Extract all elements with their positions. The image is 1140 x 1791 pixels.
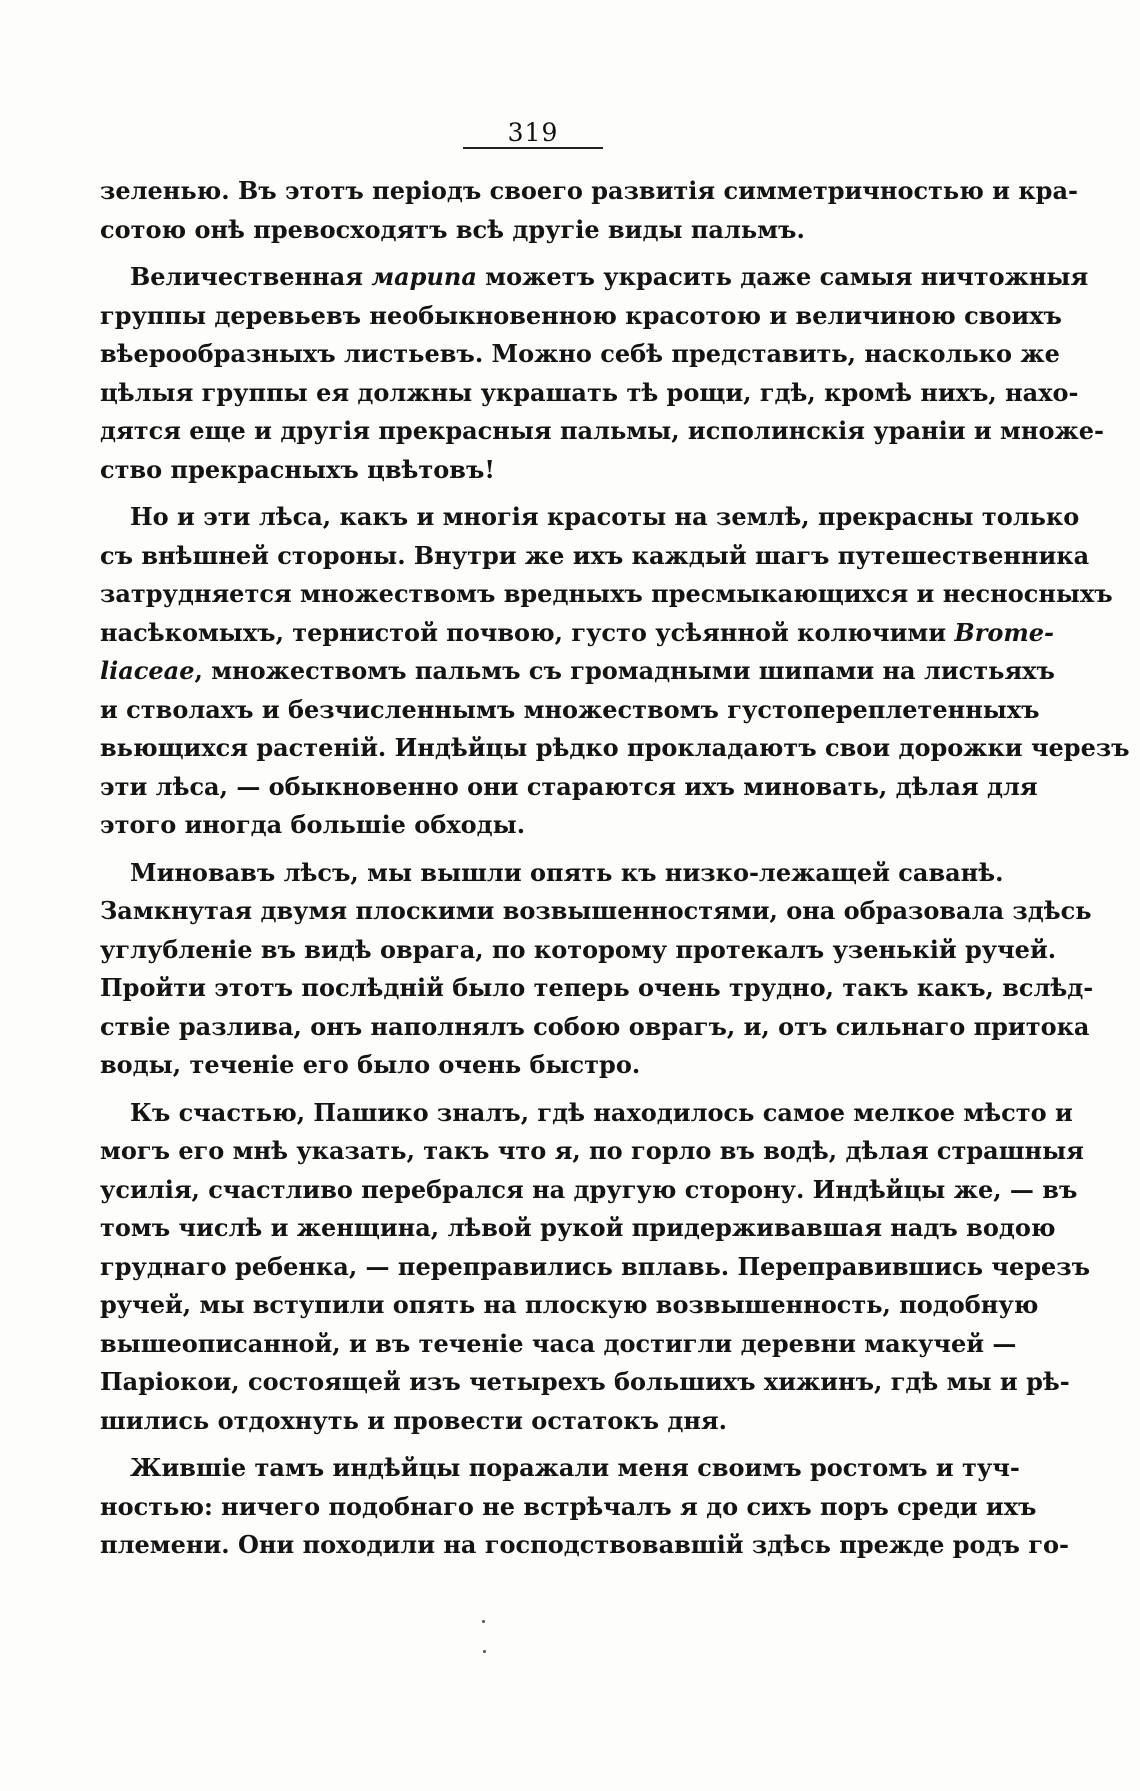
paragraph bbox=[100, 1449, 1069, 1565]
text-line: затрудняется множествомъ вредныхъ пресмыкающихся и несносныхъ bbox=[100, 579, 1113, 608]
body-text bbox=[100, 172, 1130, 1574]
paragraph bbox=[100, 258, 1104, 489]
text-line: дятся еще и другія прекрасныя пальмы, исполинскія ураніи и множе- bbox=[100, 416, 1104, 445]
text-line: зеленью. Въ этотъ періодъ своего развитія симметричностью и кра- bbox=[100, 176, 1078, 205]
line-segment: Величественная bbox=[130, 262, 372, 291]
text-line: вьющихся растеній. Индѣйцы рѣдко прокладаютъ свои дорожки черезъ bbox=[100, 733, 1130, 762]
text-line: сотою онѣ превосходятъ всѣ другіе виды пальмъ. bbox=[100, 214, 805, 244]
text-line: Но и эти лѣса, какъ и многія красоты на землѣ, прекрасны только bbox=[130, 502, 1080, 531]
text-line: группы деревьевъ необыкновенною красотою и величиною своихъ bbox=[100, 300, 1062, 330]
page-number: 319 bbox=[507, 118, 559, 147]
text-line: ство прекрасныхъ цвѣтовъ! bbox=[100, 454, 495, 484]
italic-term: марипа bbox=[371, 262, 477, 291]
paragraph bbox=[100, 172, 1078, 249]
text-line: Пройти этотъ послѣдній было теперь очень трудно, такъ какъ, вслѣд- bbox=[100, 973, 1094, 1002]
text-line: груднаго ребенка, — переправились вплавь. Переправившись черезъ bbox=[100, 1251, 1091, 1281]
speck bbox=[483, 1650, 486, 1653]
text-line: ручей, мы вступили опять на плоскую возвышенность, подобную bbox=[100, 1290, 1039, 1319]
italic-term: Brome- bbox=[954, 617, 1054, 647]
text-line: Къ счастью, Пашико зналъ, гдѣ находилось самое мелкое мѣсто и bbox=[130, 1097, 1073, 1127]
text-line: цѣлыя группы ея должны украшать тѣ рощи, гдѣ, кромѣ нихъ, нахо- bbox=[100, 377, 1079, 407]
text-line: усилія, счастливо перебрался на другую сторону. Индѣйцы же, — въ bbox=[100, 1174, 1078, 1204]
text-line: и стволахъ и безчисленнымъ множествомъ густопереплетенныхъ bbox=[100, 694, 1040, 724]
text-line: Жившіе тамъ индѣйцы поражали меня своимъ ростомъ и туч- bbox=[130, 1453, 1020, 1482]
paragraph bbox=[100, 1094, 1091, 1441]
text-line: племени. Они походили на господствовавшій здѣсь прежде родъ го- bbox=[100, 1530, 1069, 1559]
line-segment: насѣкомыхъ, тернистой почвою, густо усѣянной колючими bbox=[100, 617, 955, 647]
text-line bbox=[100, 652, 1055, 691]
text-line: воды, теченіе его было очень быстро. bbox=[100, 1050, 641, 1079]
text-line: съ внѣшней стороны. Внутри же ихъ каждый шагъ путешественника bbox=[100, 540, 1090, 570]
text-line: томъ числѣ и женщина, лѣвой рукой придерживавшая надъ водою bbox=[100, 1213, 1056, 1242]
paragraph bbox=[100, 854, 1094, 1085]
speck bbox=[482, 1620, 485, 1623]
text-line: Паріокои, состоящей изъ четырехъ большихъ хижинъ, гдѣ мы и рѣ- bbox=[100, 1367, 1070, 1396]
text-line: углубленіе въ видѣ оврага, по которому протекалъ узенькій ручей. bbox=[100, 934, 1057, 964]
paragraph bbox=[100, 498, 1130, 845]
line-segment: можетъ украсить даже самыя ничтожныя bbox=[476, 262, 1089, 291]
text-line: шились отдохнуть и провести остатокъ дня. bbox=[100, 1405, 727, 1435]
text-line: Миновавъ лѣсъ, мы вышли опять къ низко-лежащей саванѣ. bbox=[130, 857, 1004, 887]
page-number-rule bbox=[463, 147, 603, 149]
line-segment: , множествомъ пальмъ съ громадными шипами на листьяхъ bbox=[194, 656, 1055, 685]
print-specks bbox=[480, 1620, 490, 1660]
text-line: этого иногда большіе обходы. bbox=[100, 810, 526, 839]
text-line: вышеописанной, и въ теченіе часа достигли деревни макучей — bbox=[100, 1328, 1017, 1358]
italic-term: liaceae bbox=[100, 656, 195, 685]
text-line: вѣерообразныхъ листьевъ. Можно себѣ представить, насколько же bbox=[100, 339, 1060, 368]
text-line: эти лѣса, — обыкновенно они стараются ихъ миновать, дѣлая для bbox=[100, 771, 1038, 801]
text-line: ствіе разлива, онъ наполнялъ собою оврагъ, и, отъ сильнаго притока bbox=[100, 1011, 1090, 1041]
text-line: ностью: ничего подобнаго не встрѣчалъ я до сихъ поръ среди ихъ bbox=[100, 1491, 1037, 1521]
text-line: могъ его мнѣ указать, такъ что я, по горло въ водѣ, дѣлая страшныя bbox=[100, 1136, 1084, 1165]
text-line bbox=[100, 614, 1054, 653]
text-line bbox=[100, 258, 1089, 297]
text-line: Замкнутая двумя плоскими возвышенностями, она образовала здѣсь bbox=[100, 896, 1092, 925]
